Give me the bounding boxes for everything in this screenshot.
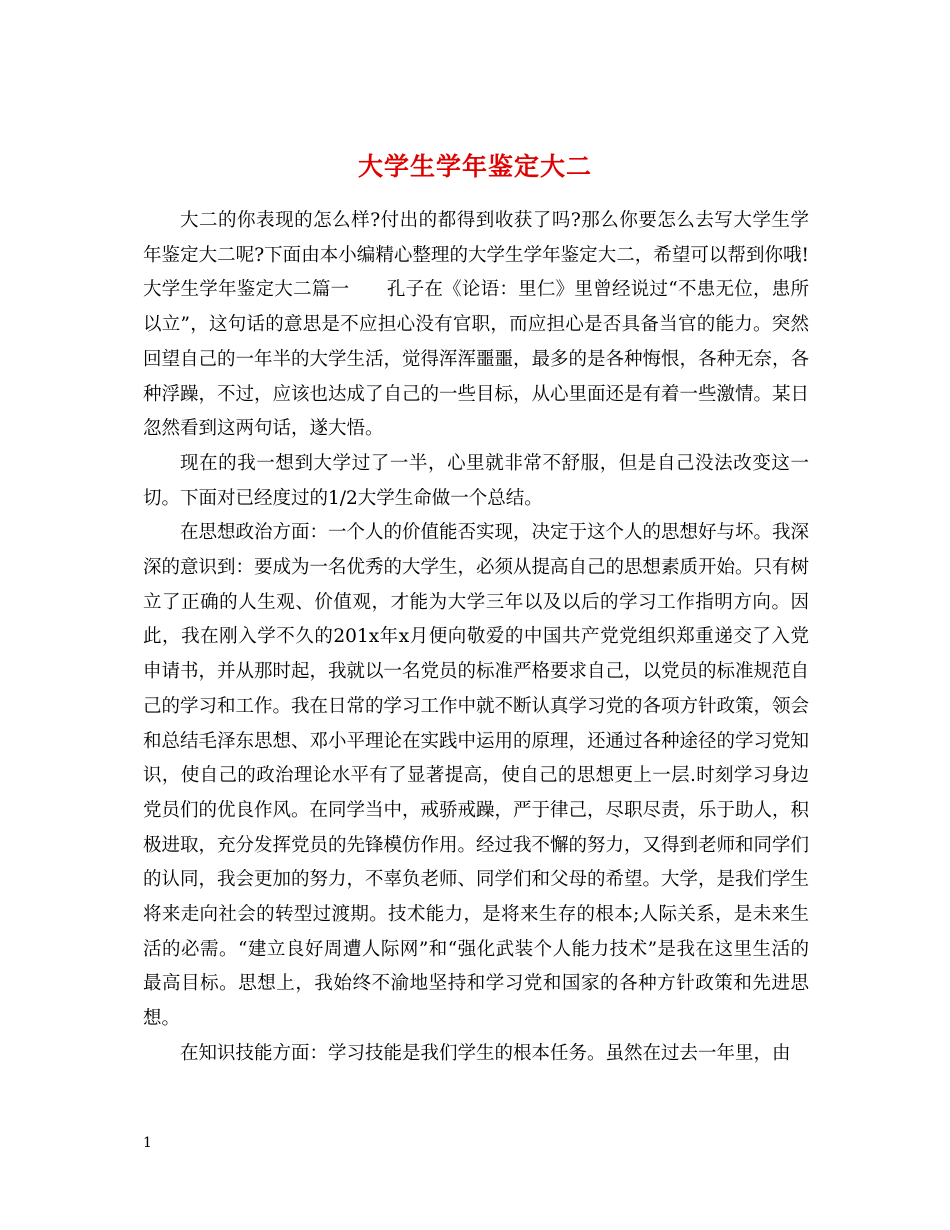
paragraph-intro: 大二的你表现的怎么样?付出的都得到收获了吗?那么你要怎么去写大学生学年鉴定大二呢?下面由本小编精心整理的大学生学年鉴定大二，希望可以帮到你哦!大学生学年鉴定大二篇一 孔子在《论语：里仁》里曾经说过“不患无位，患所以立”，这句话的意思是不应担心没有官职，而应担心是否具备当官的能力。突然回望自己的一年半的大学生活，觉得浑浑噩噩，最多的是各种悔恨，各种无奈，各种浮躁，不过，应该也达成了自己的一些目标，从心里面还是有着一些激情。某日忽然看到这两句话，遂大悟。	[143, 210, 810, 440]
paragraph-knowledge: 在知识技能方面：学习技能是我们学生的根本任务。虽然在过去一年里，由	[180, 1042, 791, 1064]
paragraph-summary: 现在的我一想到大学过了一半，心里就非常不舒服，但是自己没法改变这一切。下面对已经度过的1/2大学生命做一个总结。	[143, 452, 809, 509]
paragraph-political: 在思想政治方面：一个人的价值能否实现，决定于这个人的思想好与坏。我深深的意识到：要成为一名优秀的大学生，必须从提高自己的思想素质开始。只有树立了正确的人生观、价值观，才能为大学三年以及以后的学习工作指明方向。因此，我在刚入学不久的201x年x月便向敬爱的中国共产党党组织郑重递交了入党申请书，并从那时起，我就以一名党员的标准严格要求自己，以党员的标准规范自己的学习和工作。我在日常的学习工作中就不断认真学习党的各项方针政策，领会和总结毛泽东思想、邓小平理论在实践中运用的原理，还通过各种途径的学习党知识，使自己的政治理论水平有了显著提高，使自己的思想更上一层.时刻学习身边党员们的优良作风。在同学当中，戒骄戒躁，严于律己，尽职尽责，乐于助人，积极进取，充分发挥党员的先锋模仿作用。经过我不懈的努力，又得到老师和同学们的认同，我会更加的努力，不辜负老师、同学们和父母的希望。大学，是我们学生将来走向社会的转型过渡期。技术能力，是将来生存的根本;人际关系，是未来生活的必需。“建立良好周遭人际网”和“强化武装个人能力技术”是我在这里生活的最高目标。思想上，我始终不渝地坚持和学习党和国家的各种方针政策和先进思想。	[143, 522, 810, 1030]
page-number: 1	[143, 1135, 152, 1151]
document-body	[143, 204, 809, 1072]
document-title: 大学生学年鉴定大二	[357, 151, 592, 181]
